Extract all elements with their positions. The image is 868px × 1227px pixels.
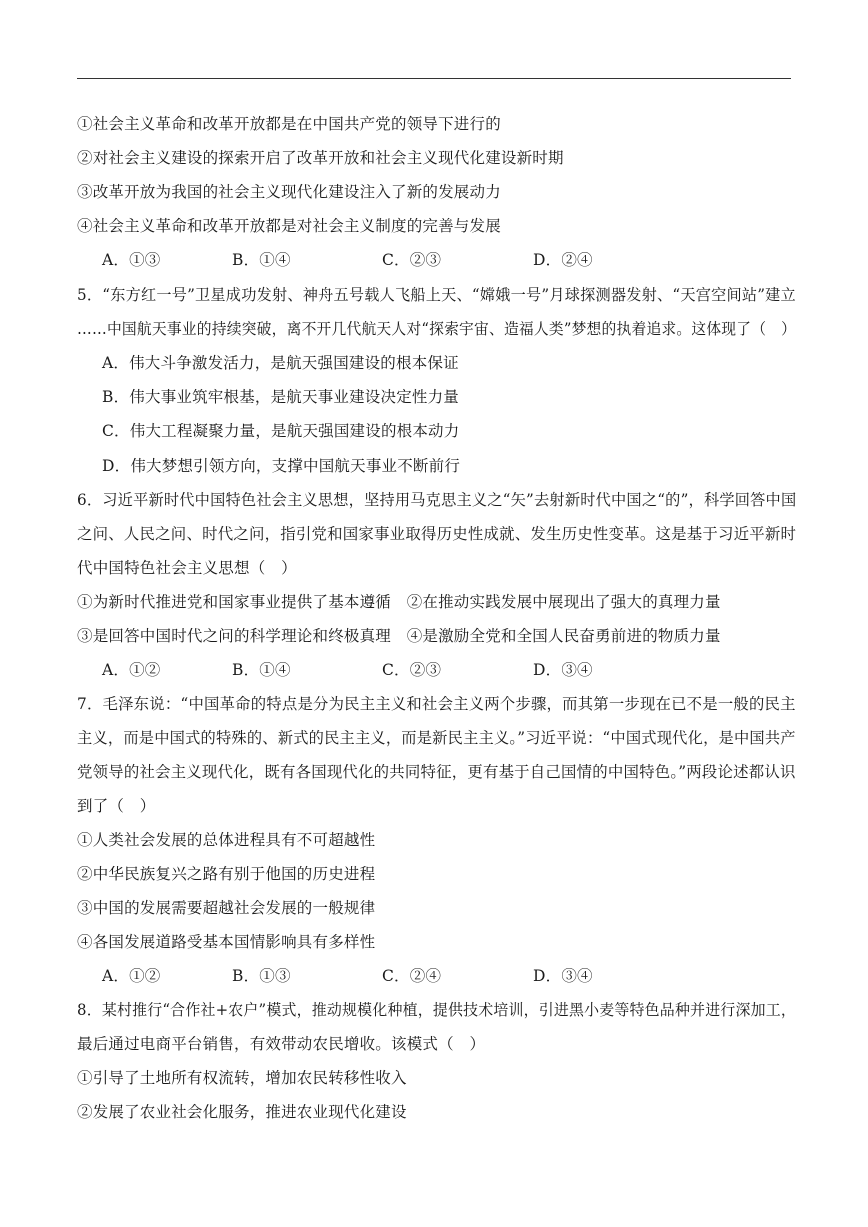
q5-option-b[interactable]: B．伟大事业筑牢根基，是航天事业建设决定性力量 — [102, 388, 459, 406]
q8-item-2: ②发展了农业社会化服务，推进农业现代化建设 — [77, 1103, 407, 1121]
q6-items-row-2: ③是回答中国时代之问的科学理论和终极真理 ④是激励全党和全国人民奋勇前进的物质力量 — [77, 627, 721, 645]
q7-item-1: ①人类社会发展的总体进程具有不可超越性 — [77, 831, 376, 849]
q7-stem-line-2: 主义，而是中国式的特殊的、新式的民主主义，而是新民主主义。”习近平说：“中国式现代化，是中国共产 — [77, 729, 796, 747]
q4-item-3: ③改革开放为我国的社会主义现代化建设注入了新的发展动力 — [77, 183, 501, 201]
q6-stem-line-1: 6．习近平新时代中国特色社会主义思想，坚持用马克思主义之“矢”去射新时代中国之“的”，科学回答中国 — [77, 491, 797, 509]
q5-stem-line-2: ……中国航天事业的持续突破，离不开几代航天人对“探索宇宙、造福人类”梦想的执着追求。这体现了（ ） — [77, 320, 797, 338]
q6-option-b[interactable]: B．①④ — [232, 661, 291, 679]
q5-option-d[interactable]: D．伟大梦想引领方向，支撑中国航天事业不断前行 — [102, 457, 461, 475]
q4-option-b[interactable]: B．①④ — [232, 251, 291, 269]
q6-items-row-1: ①为新时代推进党和国家事业提供了基本遵循 ②在推动实践发展中展现出了强大的真理力量 — [77, 593, 721, 611]
q5-option-c[interactable]: C．伟大工程凝聚力量，是航天强国建设的根本动力 — [102, 422, 460, 440]
q7-item-4: ④各国发展道路受基本国情影响具有多样性 — [77, 933, 376, 951]
q6-option-a[interactable]: A．①② — [102, 661, 161, 679]
q4-option-a[interactable]: A．①③ — [102, 251, 161, 269]
q4-item-1: ①社会主义革命和改革开放都是在中国共产党的领导下进行的 — [77, 115, 501, 133]
q8-stem-line-2: 最后通过电商平台销售，有效带动农民增收。该模式（ ） — [77, 1035, 486, 1053]
q8-item-1: ①引导了土地所有权流转，增加农民转移性收入 — [77, 1069, 407, 1087]
q7-option-d[interactable]: D．③④ — [533, 967, 593, 985]
q4-option-c[interactable]: C．②③ — [382, 251, 442, 269]
q5-stem-line-1: 5．“东方红一号”卫星成功发射、神舟五号载人飞船上天、“嫦娥一号”月球探测器发射、“天宫空间站”建立 — [77, 286, 796, 304]
q7-stem-line-1: 7．毛泽东说：“中国革命的特点是分为民主主义和社会主义两个步骤，而其第一步现在已不是一般的民主 — [77, 695, 796, 713]
q6-option-c[interactable]: C．②③ — [382, 661, 442, 679]
q8-stem-line-1: 8．某村推行“合作社+农户”模式，推动规模化种植，提供技术培训，引进黑小麦等特色品种并进行深加工， — [77, 1001, 797, 1019]
q7-item-3: ③中国的发展需要超越社会发展的一般规律 — [77, 899, 376, 917]
q7-option-a[interactable]: A．①② — [102, 967, 161, 985]
q4-option-d[interactable]: D．②④ — [533, 251, 593, 269]
q7-item-2: ②中华民族复兴之路有别于他国的历史进程 — [77, 865, 376, 883]
q6-option-d[interactable]: D．③④ — [533, 661, 593, 679]
q7-option-c[interactable]: C．②④ — [382, 967, 442, 985]
q7-option-b[interactable]: B．①③ — [232, 967, 291, 985]
q4-item-2: ②对社会主义建设的探索开启了改革开放和社会主义现代化建设新时期 — [77, 149, 564, 167]
header-rule — [77, 78, 791, 79]
q7-stem-line-4: 到了（ ） — [77, 797, 156, 815]
q6-stem-line-2: 之问、人民之问、时代之问，指引党和国家事业取得历史性成就、发生历史性变革。这是基于习近平新时 — [77, 525, 797, 543]
q7-stem-line-3: 党领导的社会主义现代化，既有各国现代化的共同特征，更有基于自己国情的中国特色。”两段论述都认识 — [77, 763, 796, 781]
q5-option-a[interactable]: A．伟大斗争激发活力，是航天强国建设的根本保证 — [102, 354, 459, 372]
q4-item-4: ④社会主义革命和改革开放都是对社会主义制度的完善与发展 — [77, 217, 501, 235]
q6-stem-line-3: 代中国特色社会主义思想（ ） — [77, 559, 297, 577]
